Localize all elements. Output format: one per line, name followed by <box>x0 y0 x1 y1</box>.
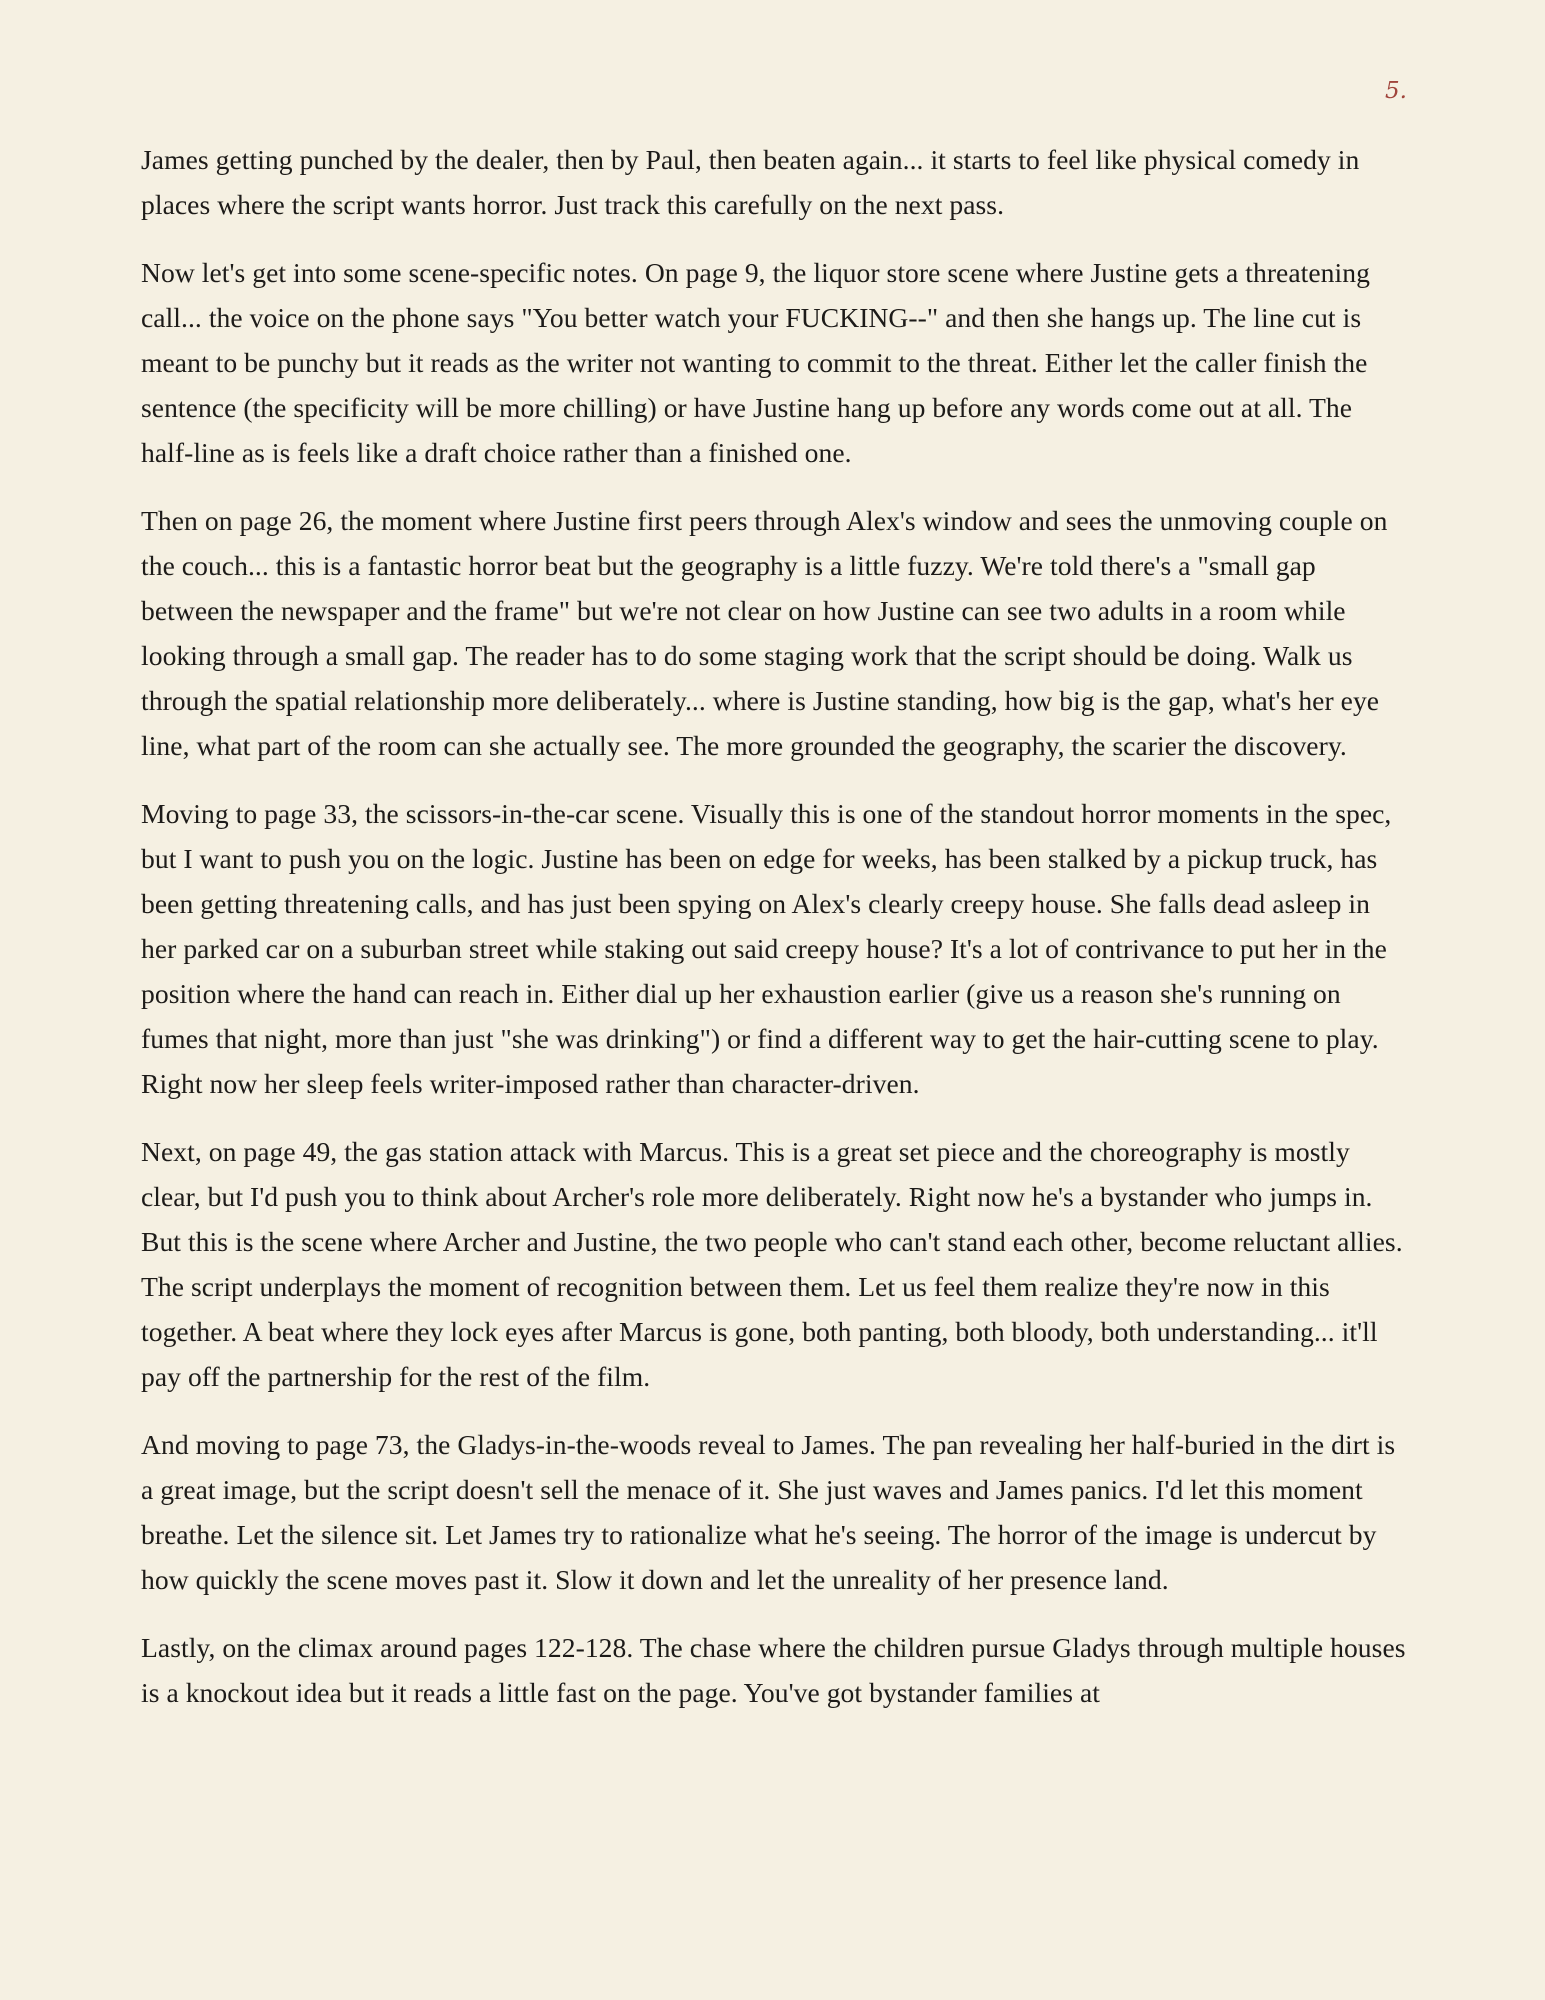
paragraph: Moving to page 33, the scissors-in-the-car scene. Visually this is one of the standout horror moments in the spec, but I want to push you on the logic. Justine has been on edge for weeks, has been stalked by a pickup truck, has been getting threatening calls, and has just been spying on Alex's clearly creepy house. She falls dead asleep in her parked car on a suburban street while staking out said creepy house? It's a lot of contrivance to put her in the position where the hand can reach in. Either dial up her exhaustion earlier (give us a reason she's running on fumes that night, more than just "she was drinking") or find a different way to get the hair-cutting scene to play. Right now her sleep feels writer-imposed rather than character-driven. <box>141 798 1392 1099</box>
notes-body <box>141 137 1411 1738</box>
paragraph: James getting punched by the dealer, then by Paul, then beaten again... it starts to feel like physical comedy in places where the script wants horror. Just track this carefully on the next pass. <box>141 144 1360 220</box>
paragraph: Then on page 26, the moment where Justine first peers through Alex's window and sees the unmoving couple on the couch... this is a fantastic horror beat but the geography is a little fuzzy. We're told there's a "small gap between the newspaper and the frame" but we're not clear on how Justine can see two adults in a room while looking through a small gap. The reader has to do some staging work that the script should be doing. Walk us through the spatial relationship more deliberately... where is Justine standing, how big is the gap, what's her eye line, what part of the room can she actually see. The more grounded the geography, the scarier the discovery. <box>141 505 1388 761</box>
paragraph: And moving to page 73, the Gladys-in-the-woods reveal to James. The pan revealing her half-buried in the dirt is a great image, but the script doesn't sell the menace of it. She just waves and James panics. I'd let this moment breathe. Let the silence sit. Let James try to rationalize what he's seeing. The horror of the image is undercut by how quickly the scene moves past it. Slow it down and let the unreality of her presence land. <box>141 1429 1396 1595</box>
paragraph: Next, on page 49, the gas station attack with Marcus. This is a great set piece and the choreography is mostly clear, but I'd push you to think about Archer's role more deliberately. Right now he's a bystander who jumps in. But this is the scene where Archer and Justine, the two people who can't stand each other, become reluctant allies. The script underplays the moment of recognition between them. Let us feel them realize they're now in this together. A beat where they lock eyes after Marcus is gone, both panting, both bloody, both understanding... it'll pay off the partnership for the rest of the film. <box>141 1136 1403 1392</box>
paragraph: Lastly, on the climax around pages 122-128. The chase where the children pursue Gladys through multiple houses is a knockout idea but it reads a little fast on the page. You've got bystander families at <box>141 1632 1406 1708</box>
paragraph: Now let's get into some scene-specific notes. On page 9, the liquor store scene where Justine gets a threatening call... the voice on the phone says "You better watch your FUCKING--" and then she hangs up. The line cut is meant to be punchy but it reads as the writer not wanting to commit to the threat. Either let the caller finish the sentence (the specificity will be more chilling) or have Justine hang up before any words come out at all. The half-line as is feels like a draft choice rather than a finished one. <box>141 257 1370 468</box>
page-number: 5. <box>1385 78 1407 104</box>
